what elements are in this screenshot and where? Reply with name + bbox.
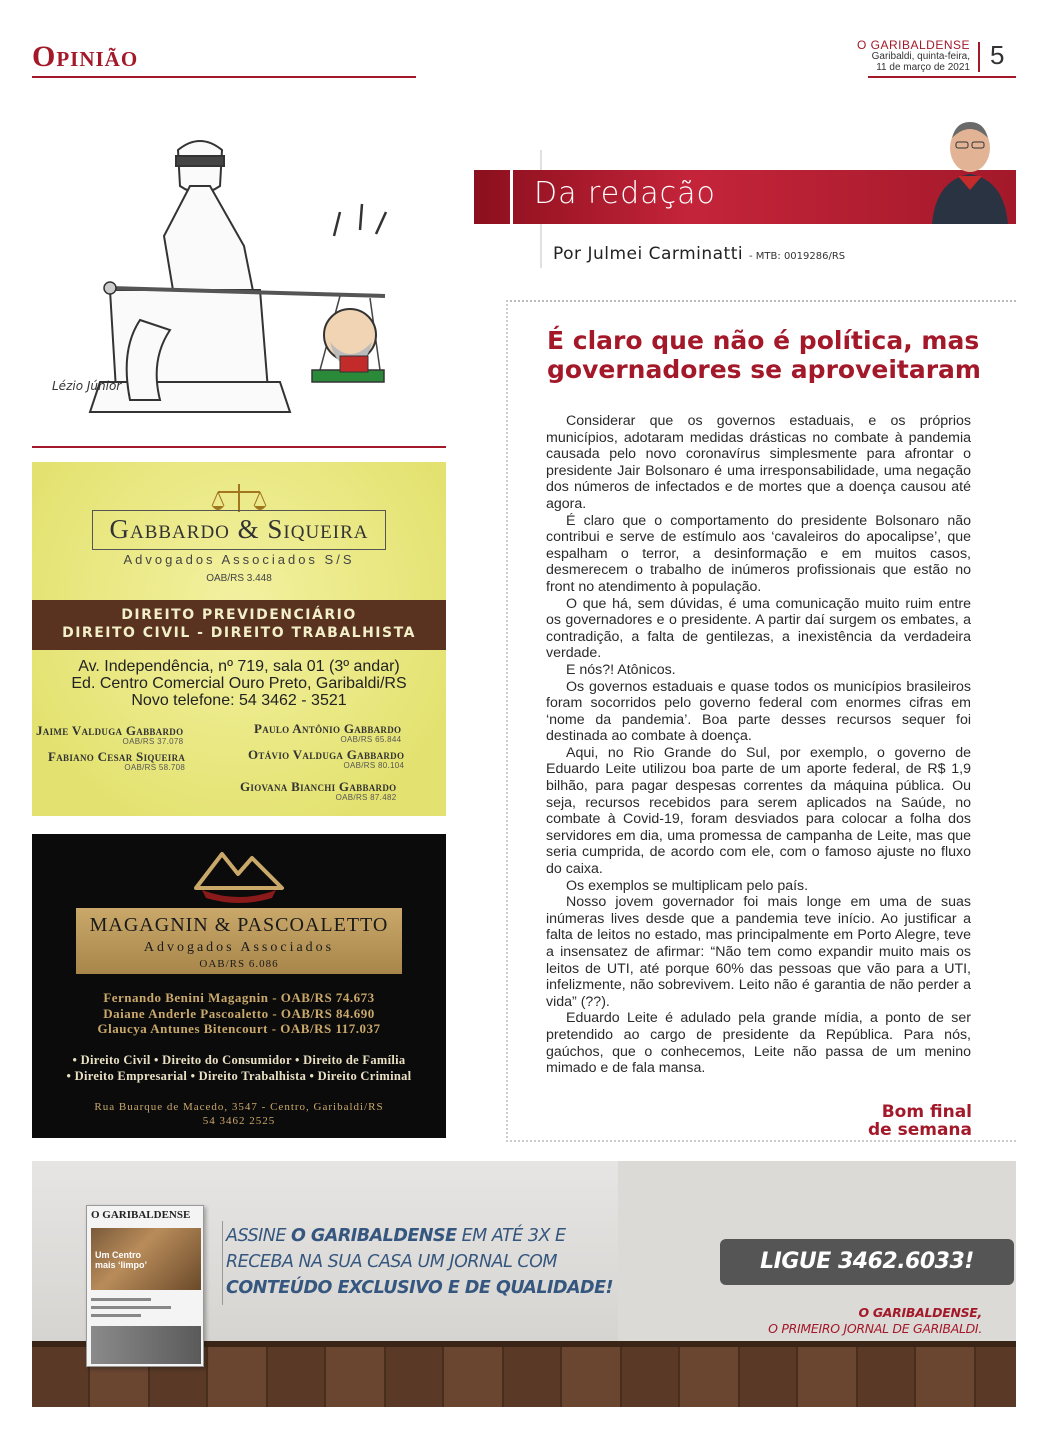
lawyer-name: Otávio Valduga Gabbardo bbox=[248, 747, 405, 762]
magagnin-areas-line2: • Direito Empresarial • Direito Trabalhista • Direito Criminal bbox=[66, 1069, 412, 1083]
article-title: É claro que não é política, mas governadores se aproveitaram bbox=[547, 326, 981, 384]
author-photo bbox=[924, 112, 1016, 224]
magagnin-name-plate bbox=[76, 908, 402, 974]
thumbnail-text-line bbox=[91, 1306, 171, 1309]
newspaper-thumbnail bbox=[86, 1205, 204, 1367]
magagnin-lawyer: Fernando Benini Magagnin - OAB/RS 74.673 bbox=[103, 990, 375, 1005]
editorial-cartoon bbox=[40, 120, 450, 440]
mountain-logo-icon bbox=[192, 844, 286, 904]
article-paragraph: Eduardo Leite é adulado pela grande mídia, a ponto de ser pretendido ao cargo de presidente da República. Para nós, gaúchos, que o conhecemos, Leite não passa de um menino mimado e de fala mansa. bbox=[546, 1010, 971, 1077]
article-paragraph: Os governos estaduais e quase todos os municípios brasileiros foram socorridos pelo governo federal com enormes cifras em ‘nome da pandemia’. Boa parte desses recursos sequer foi destinada ao combate à doença. bbox=[546, 678, 971, 745]
call-to-action-button[interactable]: LIGUE 3462.6033! bbox=[720, 1239, 1014, 1285]
header-info bbox=[857, 40, 970, 73]
article-paragraph: Nosso jovem governador foi mais longe em uma de suas inúmeras lives desde que a pandemia teve início. Ao justificar a falta de leitos no estado, mas principalmente em Porto Alegre, teve a insensatez de afirmar: “Não tem como expandir muito mais os leitos de UTI, até porque 60% das pessoas que vão para a UTI, infelizmente, não sobrevivem. Leito não é garantia de não perder a vida” (??). bbox=[546, 894, 971, 1010]
page-number: 5 bbox=[990, 40, 1005, 70]
thumbnail-text-line bbox=[91, 1298, 151, 1301]
magagnin-contact bbox=[32, 1100, 446, 1128]
gabbardo-areas-band bbox=[32, 600, 446, 650]
header-separator bbox=[978, 42, 980, 72]
magagnin-address: Rua Buarque de Macedo, 3547 - Centro, Garibaldi/RS bbox=[94, 1101, 384, 1113]
copy-line1 bbox=[226, 1223, 613, 1249]
gabbardo-lawyer bbox=[48, 750, 185, 773]
lawyer-name: Paulo Antônio Gabbardo bbox=[254, 721, 402, 736]
column-title: Da redação bbox=[534, 176, 716, 211]
gabbardo-lawyer bbox=[36, 724, 183, 747]
magagnin-areas bbox=[32, 1052, 446, 1084]
motion-lines bbox=[334, 204, 386, 236]
section-title: Opinião bbox=[32, 40, 139, 73]
article-paragraph: E nós?! Atônicos. bbox=[566, 661, 676, 678]
magagnin-oab: OAB/RS 6.086 bbox=[199, 958, 279, 970]
header-date-line2: 11 de março de 2021 bbox=[876, 62, 970, 73]
magagnin-subtitle: Advogados Associados bbox=[143, 940, 335, 955]
thumbnail-headline-line2: mais ‘limpo’ bbox=[95, 1260, 148, 1270]
tagline-line2: O PRIMEIRO JORNAL DE GARIBALDI. bbox=[768, 1321, 982, 1336]
magagnin-firm-name: MAGAGNIN & PASCOALETTO bbox=[89, 914, 389, 936]
lawyer-oab: OAB/RS 65.844 bbox=[340, 735, 402, 744]
ad-subscription bbox=[32, 1161, 1016, 1407]
header-paper-name: O GARIBALDENSE bbox=[856, 38, 970, 52]
thumbnail-masthead: O GARIBALDENSE bbox=[91, 1209, 191, 1221]
ad-gabbardo-siqueira bbox=[32, 462, 446, 816]
lawyer-oab: OAB/RS 37.078 bbox=[122, 737, 184, 746]
gabbardo-lawyer bbox=[254, 722, 401, 745]
ad-copy-rule bbox=[222, 1221, 223, 1305]
signoff-line2: de semana bbox=[867, 1120, 972, 1140]
magagnin-lawyer: Glaucya Antunes Bitencourt - OAB/RS 117.037 bbox=[97, 1021, 381, 1036]
header-date-line1: Garibaldi, quinta-feira, bbox=[871, 51, 970, 62]
article-paragraph: Os exemplos se multiplicam pelo país. bbox=[566, 877, 809, 894]
author-name: Por Julmei Carminatti bbox=[553, 244, 744, 264]
copy-line3: CONTEÚDO EXCLUSIVO E DE QUALIDADE! bbox=[226, 1278, 614, 1298]
gabbardo-area2: DIREITO CIVIL - DIREITO TRABALHISTA bbox=[62, 625, 416, 641]
article-signoff bbox=[868, 1103, 972, 1139]
subscription-copy bbox=[226, 1223, 613, 1301]
gabbardo-area1: DIREITO PREVIDENCIÁRIO bbox=[121, 607, 357, 623]
gabbardo-lawyer bbox=[240, 780, 396, 803]
gabbardo-oab: OAB/RS 3.448 bbox=[206, 573, 272, 584]
ad-magagnin-pascoaletto bbox=[32, 834, 446, 1138]
lawyer-name: Giovana Bianchi Gabbardo bbox=[240, 779, 397, 794]
magagnin-lawyers bbox=[32, 990, 446, 1037]
article-body bbox=[546, 413, 971, 1077]
lawyer-oab: OAB/RS 87.482 bbox=[335, 793, 397, 802]
lawyer-name: Jaime Valduga Gabbardo bbox=[36, 723, 184, 738]
justice-statue-figure bbox=[90, 141, 290, 412]
gabbardo-lawyer bbox=[248, 748, 404, 771]
thumbnail-bottom-photo bbox=[91, 1326, 201, 1364]
ad-tagline bbox=[768, 1305, 982, 1337]
article-paragraph: Aqui, no Rio Grande do Sul, por exemplo, o governo de Eduardo Leite utilizou boa parte de um aporte federal, de R$ 1,9 bilhão, para pagar despesas correntes da máquina pública. Ou seja, recursos recebidos para serem aplicados na Saúde, no combate à Covid-19, foram desviados para colocar a folha dos servidores em dia, uma promessa de campanha de Leite, mas que seria cumprida, de acordo com ele, com o famoso ajuste no fluxo do caixa. bbox=[546, 744, 971, 878]
column-author bbox=[553, 244, 845, 264]
thumbnail-headline bbox=[95, 1250, 147, 1270]
cartoon-bottom-rule bbox=[32, 446, 446, 448]
lawyer-oab: OAB/RS 80.104 bbox=[343, 761, 405, 770]
copy-line1-b: O GARIBALDENSE bbox=[290, 1226, 457, 1246]
header-rule-left bbox=[32, 76, 416, 78]
lawyer-oab: OAB/RS 58.708 bbox=[124, 763, 186, 772]
magagnin-phone: 54 3462 2525 bbox=[202, 1115, 276, 1127]
gabbardo-address1: Av. Independência, nº 719, sala 01 (3º andar) bbox=[78, 658, 400, 675]
copy-line2: RECEBA NA SUA CASA UM JORNAL COM bbox=[226, 1252, 557, 1272]
author-mtb: - MTB: 0019286/RS bbox=[749, 251, 846, 262]
article-paragraph: Considerar que os governos estaduais, e os próprios municípios, adotaram medidas drásticas no combate à pandemia causada pelo novo coronavírus simplesmente para afrontar o presidente Jair Bolsonaro é uma irresponsabilidade, uma negação dos números de infectados e de mortes que a doença causou até agora. bbox=[546, 413, 971, 512]
gabbardo-address2: Ed. Centro Comercial Ouro Preto, Garibaldi/RS bbox=[71, 675, 407, 692]
magagnin-areas-line1: • Direito Civil • Direito do Consumidor • Direito de Família bbox=[72, 1053, 406, 1067]
article-paragraph: O que há, sem dúvidas, é uma comunicação muito ruim entre os governadores e o presidente. A partir daí surgem os embates, a contradição, a falta de gentilezas, a inexistência da verdadeira verdade. bbox=[546, 595, 971, 662]
gabbardo-subtitle: Advogados Associados S/S bbox=[123, 552, 355, 567]
thumbnail-headline-line1: Um Centro bbox=[95, 1250, 142, 1260]
signoff-line1: Bom final bbox=[881, 1102, 972, 1122]
header-rule-right bbox=[868, 76, 1016, 78]
gabbardo-address bbox=[32, 658, 446, 709]
copy-line1-c: EM ATÉ 3X E bbox=[456, 1226, 566, 1246]
gabbardo-firm-name: Gabbardo & Siqueira bbox=[92, 510, 386, 550]
cartoon-signature: Lézio Júnior bbox=[52, 379, 122, 393]
magagnin-lawyer: Daiane Anderle Pascoaletto - OAB/RS 84.690 bbox=[103, 1005, 375, 1021]
article-paragraph: É claro que o comportamento do presidente Bolsonaro não contribui e serve de estímulo aos ‘cavaleiros do apocalipse’, que espalham o terror, a desinformação e em muitos casos, desmerecem o trabalho de inúmeros profissionais que estão no front no atendimento à população. bbox=[546, 512, 971, 595]
gabbardo-phone: Novo telefone: 54 3462 - 3521 bbox=[131, 692, 347, 709]
lawyer-name: Fabiano Cesar Siqueira bbox=[48, 749, 186, 764]
tagline-line1: O GARIBALDENSE, bbox=[858, 1305, 982, 1320]
copy-line1-a: ASSINE bbox=[226, 1226, 291, 1246]
thumbnail-text-line bbox=[91, 1314, 141, 1317]
